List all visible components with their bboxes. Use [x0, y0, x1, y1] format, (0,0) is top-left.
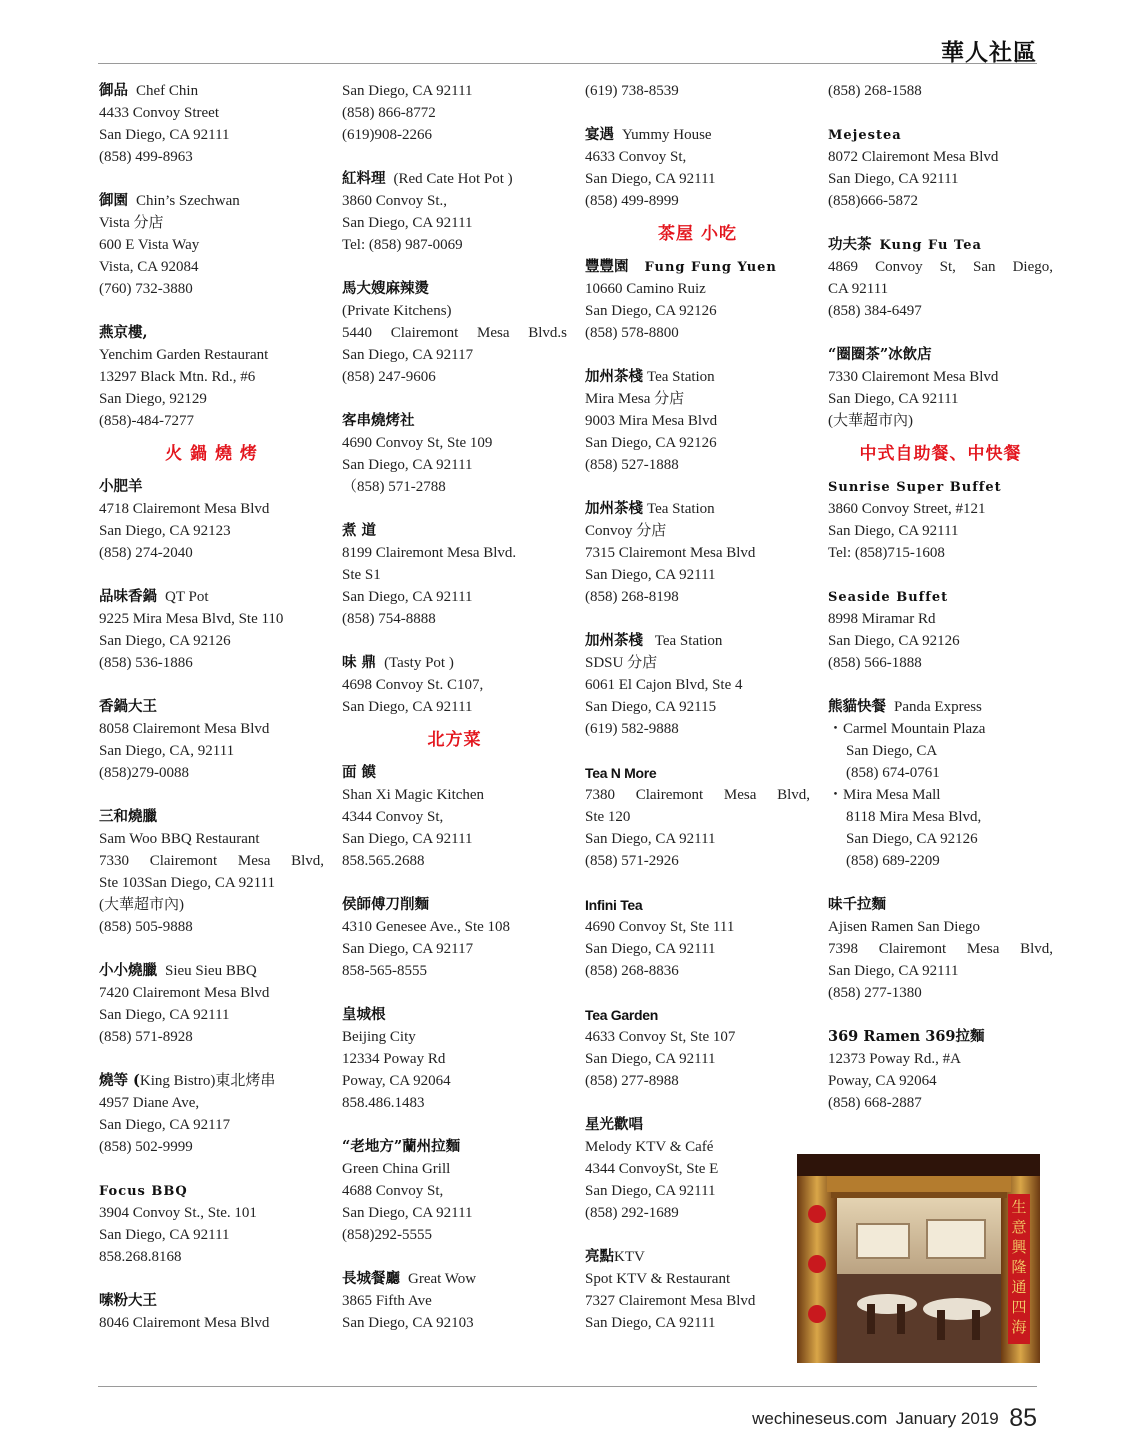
city-line: San Diego, CA 92111 [342, 215, 473, 231]
city-line: San Diego, CA 92117 [99, 1117, 231, 1133]
address: 4957 Diane Ave, [99, 1095, 200, 1111]
footer-site: wechineseus.com [752, 1409, 888, 1428]
phone: (858) 268-1588 [828, 83, 922, 99]
listing-name: 熊貓快餐 Panda Express [828, 698, 982, 715]
address: 8118 Mira Mesa Blvd, [846, 809, 982, 825]
address: 7420 Clairemont Mesa Blvd [99, 985, 270, 1001]
address: 4688 Convoy St, [342, 1183, 444, 1199]
city-line: San Diego, CA 92111 [342, 589, 473, 605]
phone: (858) 292-1689 [585, 1205, 679, 1221]
listing-name: 小小燒臘 Sieu Sieu BBQ [99, 962, 257, 979]
address: 4344 ConvoySt, Ste E [585, 1161, 719, 1177]
listing-name: 侯師傅刀削麵 [342, 896, 429, 913]
address: 3860 Convoy Street, #121 [828, 501, 986, 517]
phone: (858) 527-1888 [585, 457, 679, 473]
phone: 858.268.8168 [99, 1249, 182, 1265]
address: 4690 Convoy St, Ste 109 [342, 435, 493, 451]
address: 7315 Clairemont Mesa Blvd [585, 545, 756, 561]
english-name: Beijing City [342, 1029, 416, 1045]
address: 10660 Camino Ruiz [585, 281, 706, 297]
phone: (858) 277-8988 [585, 1073, 679, 1089]
column-2 [342, 80, 567, 1334]
address: 4433 Convoy Street [99, 105, 219, 121]
listing-name: 加州茶棧 Tea Station [585, 632, 723, 649]
address: 7327 Clairemont Mesa Blvd [585, 1293, 756, 1309]
phone: (619) 582-9888 [585, 721, 679, 737]
city-line: San Diego, CA 92111 [585, 567, 716, 583]
listing-name: 三和燒臘 [99, 808, 157, 825]
column-1 [99, 80, 324, 1334]
phone: (858)-484-7277 [99, 413, 194, 429]
city-line: San Diego, CA 92111 [99, 1007, 230, 1023]
section-heading-tea-snacks: 茶屋 小吃 [658, 224, 737, 244]
phone: (858) 866-8772 [342, 105, 436, 121]
phone: 858-565-8555 [342, 963, 427, 979]
address: 4633 Convoy St, [585, 149, 687, 165]
phone: Tel: (858) 987-0069 [342, 237, 463, 253]
city-line: San Diego, CA 92111 [828, 391, 959, 407]
phone: （858) 571-2788 [342, 479, 446, 495]
phone: (619) 738-8539 [585, 83, 679, 99]
branch: Vista 分店 [99, 215, 164, 231]
listing-name: 味 鼎 (Tasty Pot ) [342, 654, 454, 671]
english-name: Ajisen Ramen San Diego [828, 919, 981, 935]
sign-char: 興 [1011, 1238, 1027, 1256]
phone: (858)279-0088 [99, 765, 189, 781]
address: 7330 Clairemont Mesa Blvd [828, 369, 999, 385]
restaurant-interior-photo [797, 1154, 1040, 1363]
address: 9003 Mira Mesa Blvd [585, 413, 718, 429]
listing-name: Seaside Buffet [828, 590, 949, 605]
address: 7380 Clairemont Mesa Blvd, [585, 787, 810, 803]
english-name: Spot KTV & Restaurant [585, 1271, 731, 1287]
branch: Mira Mesa 分店 [585, 391, 685, 407]
section-title: 華人社區 [941, 39, 1037, 66]
phone: (858)292-5555 [342, 1227, 432, 1243]
sign-char: 意 [1011, 1218, 1027, 1236]
column-3 [585, 80, 810, 1334]
city-line: San Diego, CA 92117 [342, 347, 474, 363]
phone: (858) 502-9999 [99, 1139, 193, 1155]
listing-name: “老地方”蘭州拉麵 [342, 1138, 461, 1155]
sign-char: 生 [1011, 1198, 1027, 1216]
english-name: Yenchim Garden Restaurant [99, 347, 269, 363]
city-line: San Diego, CA 92111 [342, 831, 473, 847]
page-number: 85 [1009, 1404, 1037, 1432]
footer-date: January 2019 [895, 1409, 999, 1428]
listing-name: 嗦粉大王 [99, 1292, 157, 1309]
phone: (858) 268-8836 [585, 963, 679, 979]
city-line: San Diego, CA 92111 [342, 699, 473, 715]
city-line: San Diego, CA 92126 [585, 303, 717, 319]
address: 4869 Convoy St, San Diego, [828, 259, 1053, 275]
listing-name: 豐豐園 Fung Fung Yuen [585, 258, 777, 275]
address: 4690 Convoy St, Ste 111 [585, 919, 735, 935]
listing-name: 馬大嫂麻辣燙 [342, 280, 429, 297]
listing-name: 御園 Chin’s Szechwan [99, 192, 240, 209]
address: 4633 Convoy St, Ste 107 [585, 1029, 736, 1045]
address: 600 E Vista Way [99, 237, 200, 253]
phone: (760) 732-3880 [99, 281, 193, 297]
listing-name: 面 饃 [342, 764, 377, 781]
listing-name: 亮點KTV [585, 1248, 645, 1265]
city-line: San Diego, CA [846, 743, 938, 759]
address: Ste 103San Diego, CA 92111 [99, 875, 275, 891]
listing-name: 369 Ramen 369拉麵 [828, 1028, 985, 1045]
english-name: Melody KTV & Café [585, 1139, 714, 1155]
listing-name: 品味香鍋 QT Pot [99, 588, 209, 605]
listing-name: 加州茶棧 Tea Station [585, 500, 715, 517]
column-4 [828, 80, 1053, 1114]
listing-name: 星光歡唱 [585, 1116, 643, 1133]
phone: (858) 754-8888 [342, 611, 436, 627]
address: 8998 Miramar Rd [828, 611, 936, 627]
city-line: San Diego, CA 92126 [585, 435, 717, 451]
city-line: San Diego, CA 92111 [342, 457, 473, 473]
english-name: Shan Xi Magic Kitchen [342, 787, 485, 803]
location: ・Carmel Mountain Plaza [828, 721, 986, 737]
phone: Tel: (858)715-1608 [828, 545, 945, 561]
city-line: San Diego, CA 92111 [99, 127, 230, 143]
phone: (858) 384-6497 [828, 303, 922, 319]
phone: (858) 566-1888 [828, 655, 922, 671]
city-line: San Diego, CA 92111 [585, 831, 716, 847]
phone: (858) 571-8928 [99, 1029, 193, 1045]
address: 3860 Convoy St., [342, 193, 448, 209]
english-name: (Private Kitchens) [342, 303, 452, 319]
listing-name: 香鍋大王 [99, 698, 157, 715]
listing-name: 燒等 (King Bistro)東北烤串 [99, 1072, 276, 1089]
city-line: San Diego, CA 92126 [846, 831, 978, 847]
listing-name: Sunrise Super Buffet [828, 480, 1002, 495]
city-line: San Diego, CA 92111 [828, 171, 959, 187]
city-line: San Diego, CA 92111 [342, 1205, 473, 1221]
phone: (858) 536-1886 [99, 655, 193, 671]
address: 5440 Clairemont Mesa Blvd.s [342, 325, 567, 341]
listing-name: 味千拉麵 [828, 896, 886, 913]
city-line: San Diego, CA 92123 [99, 523, 231, 539]
branch: Convoy 分店 [585, 523, 667, 539]
english-name: Sam Woo BBQ Restaurant [99, 831, 260, 847]
footer-rule [98, 1386, 1037, 1387]
page-footer [752, 1404, 1037, 1433]
english-name: Green China Grill [342, 1161, 451, 1177]
listing-name: 功夫茶 Kung Fu Tea [828, 236, 982, 253]
listing-name: Focus BBQ [99, 1184, 188, 1199]
address: 8072 Clairemont Mesa Blvd [828, 149, 999, 165]
note: (大華超市內) [828, 413, 913, 429]
city-line: CA 92111 [828, 281, 889, 297]
address: 3865 Fifth Ave [342, 1293, 432, 1309]
city-line: San Diego, CA 92117 [342, 941, 474, 957]
city-line: San Diego, CA, 92111 [99, 743, 235, 759]
address: 9225 Mira Mesa Blvd, Ste 110 [99, 611, 284, 627]
city-line: San Diego, CA 92111 [828, 523, 959, 539]
listing-name: Mejestea [828, 128, 902, 143]
address: 8058 Clairemont Mesa Blvd [99, 721, 270, 737]
phone: (619)908-2266 [342, 127, 432, 143]
address: 4718 Clairemont Mesa Blvd [99, 501, 270, 517]
city-line: San Diego, CA 92111 [585, 171, 716, 187]
address: Ste S1 [342, 567, 381, 583]
phone: (858) 277-1380 [828, 985, 922, 1001]
listing-name: 宴遇 Yummy House [585, 126, 712, 143]
city-line: San Diego, CA 92111 [99, 1227, 230, 1243]
phone: (858) 247-9606 [342, 369, 436, 385]
address: 6061 El Cajon Blvd, Ste 4 [585, 677, 743, 693]
address: 13297 Black Mtn. Rd., #6 [99, 369, 256, 385]
phone: (858)666-5872 [828, 193, 918, 209]
phone: (858) 571-2926 [585, 853, 679, 869]
listing-name: 煮 道 [342, 522, 377, 539]
listing-name: 紅料理 (Red Cate Hot Pot ) [342, 170, 513, 187]
address: 4344 Convoy St, [342, 809, 444, 825]
listing-name: “圈圈茶”冰飲店 [828, 346, 932, 363]
city-line: San Diego, CA 92111 [585, 1315, 716, 1331]
section-heading-northern: 北方菜 [427, 730, 482, 750]
listing-name: 長城餐廳 Great Wow [342, 1270, 477, 1287]
phone: (858) 268-8198 [585, 589, 679, 605]
phone: (858) 499-8999 [585, 193, 679, 209]
listing-name: 加州茶棧 Tea Station [585, 368, 715, 385]
page-header [98, 30, 1037, 64]
address: 8046 Clairemont Mesa Blvd [99, 1315, 270, 1331]
phone: 858.565.2688 [342, 853, 425, 869]
phone: (858) 668-2887 [828, 1095, 922, 1111]
city-line: San Diego, CA 92103 [342, 1315, 474, 1331]
sign-char: 通 [1011, 1278, 1027, 1296]
listing-name: 御品 Chef Chin [99, 82, 199, 99]
city-line: San Diego, CA 92111 [585, 1183, 716, 1199]
phone: (858) 578-8800 [585, 325, 679, 341]
listing-name: 燕京樓, [99, 324, 148, 341]
phone: (858) 674-0761 [846, 765, 940, 781]
phone: (858) 274-2040 [99, 545, 193, 561]
address: 4310 Genesee Ave., Ste 108 [342, 919, 511, 935]
branch: SDSU 分店 [585, 655, 658, 671]
phone: (858) 505-9888 [99, 919, 193, 935]
note: (大華超市內) [99, 897, 184, 913]
section-heading-hotpot-bbq: 火 鍋 燒 烤 [165, 444, 258, 464]
address: 7398 Clairemont Mesa Blvd, [828, 941, 1053, 957]
address: Ste 120 [585, 809, 631, 825]
address: 12334 Poway Rd [342, 1051, 446, 1067]
address: 4698 Convoy St. C107, [342, 677, 484, 693]
city-line: San Diego, CA 92111 [828, 963, 959, 979]
city-line: San Diego, 92129 [99, 391, 207, 407]
section-heading-buffet: 中式自助餐、中快餐 [859, 444, 1022, 464]
listing-name: 客串燒烤社 [342, 412, 415, 429]
listing-name: Tea Garden [585, 1007, 658, 1023]
city-line: Poway, CA 92064 [828, 1073, 937, 1089]
city-line: Poway, CA 92064 [342, 1073, 451, 1089]
city-line: San Diego, CA 92126 [99, 633, 231, 649]
sign-char: 海 [1011, 1318, 1027, 1336]
listing-name: Infini Tea [585, 897, 643, 913]
city-line: San Diego, CA 92115 [585, 699, 717, 715]
address: 3904 Convoy St., Ste. 101 [99, 1205, 257, 1221]
location: ・Mira Mesa Mall [828, 787, 941, 803]
photo-illustration [797, 1154, 1040, 1363]
sign-char: 四 [1011, 1298, 1027, 1316]
sign-char: 隆 [1011, 1258, 1027, 1276]
listing-name: Tea N More [585, 765, 657, 781]
city-line: San Diego, CA 92111 [585, 941, 716, 957]
phone: 858.486.1483 [342, 1095, 425, 1111]
city-line: San Diego, CA 92111 [342, 83, 473, 99]
phone: (858) 499-8963 [99, 149, 193, 165]
city-line: Vista, CA 92084 [99, 259, 199, 275]
address: 12373 Poway Rd., #A [828, 1051, 961, 1067]
city-line: San Diego, CA 92111 [585, 1051, 716, 1067]
address: 7330 Clairemont Mesa Blvd, [99, 853, 324, 869]
listing-name: 皇城根 [342, 1006, 386, 1023]
address: 8199 Clairemont Mesa Blvd. [342, 545, 517, 561]
phone: (858) 689-2209 [846, 853, 940, 869]
listing-name: 小肥羊 [99, 478, 143, 495]
city-line: San Diego, CA 92126 [828, 633, 960, 649]
